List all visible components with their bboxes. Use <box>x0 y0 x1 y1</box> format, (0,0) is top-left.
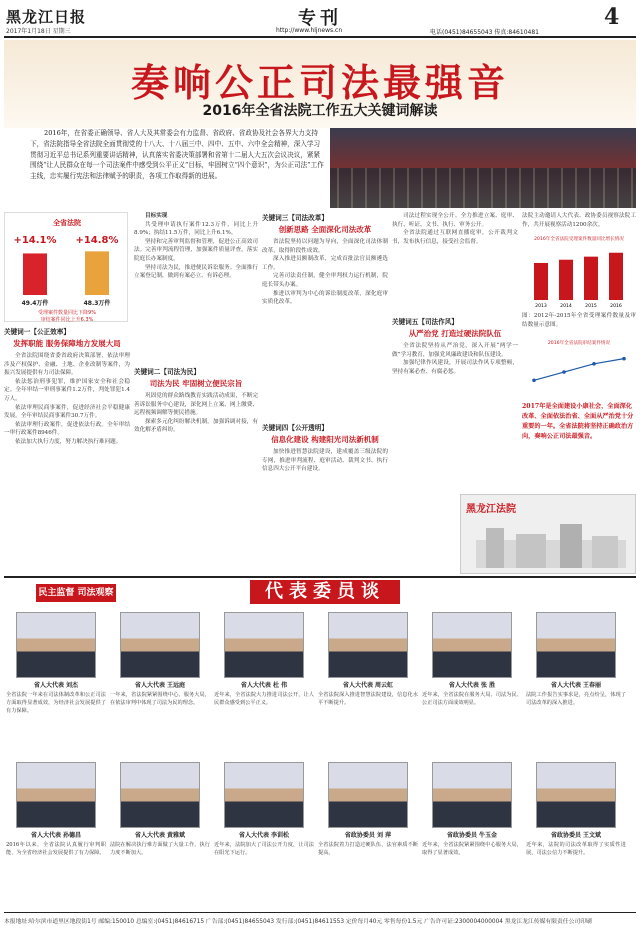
column-1 <box>4 326 130 574</box>
bar-tick-label: 2014 <box>560 304 572 309</box>
chart-label-growth-2: +14.8% <box>75 235 119 246</box>
footer-rule <box>4 912 636 913</box>
deputy-bio: 一年来，省法院紧紧围绕中心、服务大局，在依法审判中体现了司法为民的理念。 <box>110 692 210 706</box>
bar-tick-label: 2015 <box>585 304 597 309</box>
annual-cases-line-chart <box>522 336 636 398</box>
deputy-bio: 全省法院一年来在司法体制改革和公正司法方面取得显著成效，为经济社会发展提供了有力保障。 <box>6 692 106 714</box>
deputy-caption: 省人大代表 孙德昌 <box>30 832 82 839</box>
column-2-body-2 <box>134 392 258 572</box>
column-2-body <box>134 212 258 362</box>
main-headline: 奏响公正司法最强音 <box>130 60 509 105</box>
deputy-caption: 省人大代表 张 胜 <box>448 682 496 689</box>
paragraph: 坚持司法为民，推进便民诉讼服务。全面推行立案登记制，做到有案必立、有诉必理。 <box>134 264 258 280</box>
deputy-caption: 省政协委员 牛玉金 <box>446 832 498 839</box>
line-point <box>532 378 536 382</box>
deputy-bio: 近年来，全省法院在服务大局、司法为民、公正司法方面成效明显。 <box>422 692 522 706</box>
deputy-portrait <box>536 612 616 678</box>
deputy-card <box>526 612 626 758</box>
paragraph <box>134 212 258 221</box>
keyword-3-title: 创新思路 全面深化司法改革 <box>278 225 372 234</box>
chart-note: 图：2012年-2015年全省受理案件数量及审结数量示意图。 <box>522 313 636 328</box>
deputy-caption: 省人大代表 杜 伟 <box>240 682 288 689</box>
deputy-card <box>422 612 522 758</box>
newspaper-logo: 黑龙江日报 <box>6 8 87 26</box>
deputy-caption: 省人大代表 黄雅斌 <box>134 832 186 839</box>
deputy-bio: 近年来，法院的司法改革取得了实质性进展，司法公信力不断提升。 <box>526 842 626 856</box>
case-stats-chart <box>4 212 128 322</box>
deputy-bio: 近年来，全省法院大力推进司法公开，让人民群众感受到公平正义。 <box>214 692 314 706</box>
deputy-card <box>318 612 418 758</box>
paragraph: 全省法院坚持从严治党，深入开展“两学一做”学习教育，加强党风廉政建设和队伍建设。 <box>392 343 518 358</box>
deputy-card <box>110 612 210 758</box>
deputy-bio: 全省法院深入推进智慧法院建设，信息化水平不断提升。 <box>318 692 418 706</box>
paragraph: 推进以审判为中心的诉讼制度改革，深化庭审实质化改革。 <box>262 290 388 306</box>
column-3-body-2 <box>262 448 388 578</box>
page-number: 4 <box>604 4 620 30</box>
keyword-5-label: 关键词五【司法作风】 <box>392 318 458 326</box>
annual-bar <box>559 260 573 300</box>
paragraph: 全省法院通过互联网直播庭审，公开裁判文书，发布执行信息，接受社会监督。 <box>392 230 518 245</box>
deputy-card <box>110 762 210 908</box>
annual-cases-bar-chart <box>522 232 636 310</box>
deputy-card <box>6 612 106 758</box>
paragraph: 加快推进智慧法院建设，建成覆盖三级法院的专网，推进审判流程、庭审活动、裁判文书、执行信息四大公开平台建设。 <box>262 449 388 473</box>
paragraph: 加强纪律作风建设，开展司法作风专项整顿，坚持有案必查、有腐必惩。 <box>392 360 518 375</box>
bar-tick-label: 2013 <box>535 304 547 309</box>
deputy-caption: 省政协委员 王文斌 <box>550 832 602 839</box>
section-title: 专刊 <box>298 8 342 29</box>
chart-label-count-2: 48.3万件 <box>83 300 111 307</box>
ad-illustration <box>476 520 626 568</box>
summary-note: 2017年是全面建设小康社会、全面深化改革、全面依法治省、全面从严治党十分重要的一年。全省法院将坚持正确政治方向，奏响公正司法最强音。 <box>522 403 634 440</box>
deputy-caption: 省人大代表 王远庭 <box>134 682 186 689</box>
deputy-portrait <box>16 612 96 678</box>
column-5-intro: 法院主动邀请人大代表、政协委员视察法院工作，共开展视察活动1200余次。 <box>522 213 636 228</box>
deputy-portrait <box>536 762 616 828</box>
section-rule <box>4 576 636 578</box>
keyword-4-label: 关键词四【公开透明】 <box>262 424 328 432</box>
stat-bar <box>85 251 109 295</box>
intro-paragraph: 2016年，在省委正确领导、省人大及其常委会有力监督、省政府、省政协及社会各界大力支持下，省法院指导全省法院全面贯彻党的十八大、十八届三中、四中、五中、六中全会精神，深入学习贯彻习近平总书记系列重要讲话精神，认真落实省委决策部署和省第十二届人大五次会议决议，紧紧围绕“让人民群众在每一个司法案件中感受到公平正义”目标，牢固树立“四个意识”，为公正司法”工作主线，忠实履行宪法和法律赋予的职责，各项工作取得新的进展。 <box>30 129 324 181</box>
deputy-caption: 省人大代表 刘杰 <box>33 682 79 689</box>
column-3 <box>262 212 388 574</box>
column-1-body <box>4 352 130 578</box>
footer-info: 本报地址:哈尔滨市道里区地段街1号 邮编:150010 总编室:(0451)84616715 广告部:(0451)84655043 发行部:(0451)84611553 定价每月40元 零售每份1.5元 广告许可证:2300004000004 黑龙江龙江传媒有限责任公司印刷 <box>4 919 592 925</box>
paragraph: 深入推进员额制改革，完成首批法官员额遴选工作。 <box>262 256 388 271</box>
deputy-portrait <box>224 762 304 828</box>
column-3-body <box>262 238 388 418</box>
court-meeting-photo <box>330 128 636 208</box>
lead-text: 目标实现 <box>145 213 168 219</box>
deputy-portrait <box>328 762 408 828</box>
annual-cases-svg <box>522 232 636 310</box>
deputy-caption: 省人大代表 王春丽 <box>550 682 602 689</box>
deputies-banner-main: 代表委员谈 <box>250 580 400 604</box>
deputy-portrait <box>16 762 96 828</box>
keyword-4-title: 信息化建设 构建阳光司法新机制 <box>271 435 379 444</box>
bar-chart-title: 2016年全省法院受理案件数量同比增长情况 <box>534 237 624 242</box>
keyword-3-label: 关键词三【司法改革】 <box>262 214 328 222</box>
paragraph: 省法院坚持以问题为导向，全面深化司法体制改革，取得阶段性成效。 <box>262 239 388 254</box>
deputy-portrait <box>432 762 512 828</box>
sub-headline: 2016年全省法院工作五大关键词解读 <box>202 103 438 119</box>
column-2 <box>134 212 258 574</box>
deputy-bio: 法院在解决执行难方面做了大量工作，执行力度不断加大。 <box>110 842 210 856</box>
deputy-portrait <box>120 612 200 678</box>
annual-bar <box>534 263 548 300</box>
keyword-1-label: 关键词一【公正效率】 <box>4 328 70 336</box>
deputy-portrait <box>432 612 512 678</box>
deputy-bio: 近年来，全省法院紧紧围绕中心服务大局，取得了显著成效。 <box>422 842 522 856</box>
paragraph: 依法惩治刑事犯罪，维护国家安全和社会稳定。全年审结一审刑事案件1.2万件，判处罪犯1.4万人。 <box>4 378 130 402</box>
deputy-card <box>422 762 522 908</box>
line-point <box>562 370 566 374</box>
line-point <box>592 362 596 366</box>
website-url[interactable]: http://www.hljnews.cn <box>276 27 343 34</box>
deputy-portrait <box>120 762 200 828</box>
issue-date: 2017年1月18日 星期三 <box>6 28 71 35</box>
chart-title: 全省法院 <box>53 219 81 227</box>
case-stats-svg <box>5 213 129 323</box>
paragraph: 依法审理行政案件，促进依法行政。全年审结一审行政案件8946件。 <box>4 421 130 437</box>
deputy-card <box>214 612 314 758</box>
line-chart-title: 2016年全省法院审结案件情况 <box>547 341 611 346</box>
paragraph: 巩固党的群众路线教育实践活动成果，不断完善诉讼服务中心建设，深化网上立案、网上缴费、远程视频调解等便民措施。 <box>134 393 258 417</box>
paragraph: 坚持和完善审判监督和管理，促进公正高效司法。完善审判流程管理，加强案件质量评查，落实院庭长办案制度。 <box>134 238 258 262</box>
paragraph: 完善司法责任制，健全审判权力运行机制，院庭长带头办案。 <box>262 273 388 288</box>
annual-bar <box>609 253 623 300</box>
deputy-bio: 全省法院着力打造过硬队伍，法官素质不断提高。 <box>318 842 418 856</box>
paragraph: 探索多元化纠纷解决机制，加强诉调对接，有效化解矛盾纠纷。 <box>134 418 258 434</box>
keyword-2-title: 司法为民 牢固树立便民宗旨 <box>149 379 243 388</box>
deputy-card <box>6 762 106 908</box>
chart-bottom-label-2: 审结案件同比上升6.3% <box>40 317 94 323</box>
deputy-bio: 法院工作报告实事求是，亮点纷呈，体现了司法改革的深入推进。 <box>526 692 626 706</box>
deputy-card <box>214 762 314 908</box>
deputy-caption: 省人大代表 周云虹 <box>342 682 394 689</box>
chart-label-count-1: 49.4万件 <box>21 300 49 307</box>
keyword-5-title: 从严治党 打造过硬法院队伍 <box>408 329 502 338</box>
line-chart-svg <box>522 336 636 398</box>
paragraph: 司法过程实现全公开。全力推进立案、庭审、执行、听证、文书、执行、审务公开。 <box>392 213 518 228</box>
annual-line <box>534 359 624 381</box>
masthead-rule <box>4 36 636 38</box>
stat-bar <box>23 253 47 295</box>
paragraph: 依法审理民商事案件，促进经济社会平稳健康发展。全年审结民商事案件30.7万件。 <box>4 404 130 420</box>
keyword-2-label: 关键词二【司法为民】 <box>134 368 200 376</box>
deputy-card <box>318 762 418 908</box>
deputy-portrait <box>224 612 304 678</box>
deputies-banner-left: 民主监督 司法观察 <box>36 584 116 602</box>
deputy-bio: 2016年以来，全省法院认真履行审判职能，为全省经济社会发展提供了有力保障。 <box>6 842 106 856</box>
editor-contact: 电话(0451)84655043 传真:84610481 <box>430 29 539 36</box>
keyword-1-title: 发挥职能 服务保障地方发展大局 <box>13 339 121 348</box>
deputy-caption: 省政协委员 刘 萍 <box>344 832 392 839</box>
column-4-body <box>392 212 518 312</box>
deputy-bio: 近年来，法院加大了司法公开力度，让司法在阳光下运行。 <box>214 842 314 856</box>
annual-bar <box>584 257 598 300</box>
chart-bottom-label-1: 受理案件数量同比下降9% <box>38 310 96 316</box>
ad-title: 黑龙江法院 <box>466 504 516 515</box>
paragraph: 依法加大执行力度，努力解决执行难问题。 <box>15 438 122 445</box>
paragraph: 共受理申请执行案件12.3万件，同比上升8.9%；执结11.5万件，同比上升6.1%。 <box>134 221 258 237</box>
deputy-caption: 省人大代表 李训松 <box>238 832 290 839</box>
line-point <box>622 357 626 361</box>
bar-tick-label: 2016 <box>610 304 622 309</box>
deputy-portrait <box>328 612 408 678</box>
chart-label-growth-1: +14.1% <box>13 235 57 246</box>
deputy-card <box>526 762 626 908</box>
paragraph: 全省法院围绕省委省政府决策部署，依法审理涉及产权保护、金融、土地、企业改制等案件，为振兴发展提供有力司法保障。 <box>4 353 130 377</box>
